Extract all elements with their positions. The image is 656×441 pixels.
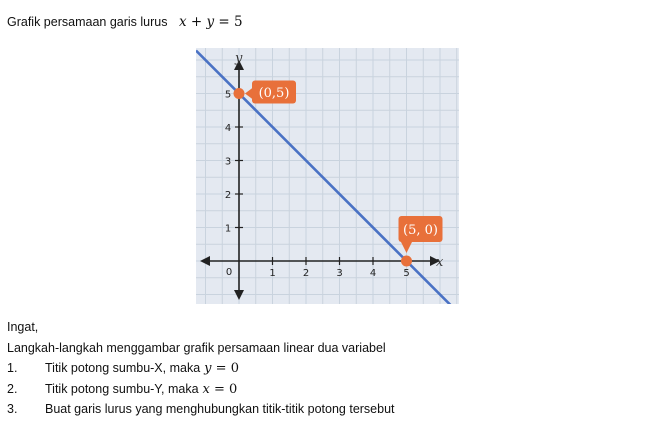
title-text: Grafik persamaan garis lurus <box>7 15 168 29</box>
step-item <box>7 358 395 379</box>
y-tick-label: 4 <box>224 123 232 134</box>
title-equation <box>179 14 243 30</box>
step-number: 1. <box>7 361 18 375</box>
y-tick-label: 5 <box>224 89 232 101</box>
data-point <box>234 88 245 99</box>
page-title <box>7 14 243 30</box>
line-graph <box>196 48 459 304</box>
notes <box>7 317 395 420</box>
step-text: Titik potong sumbu-Y, maka <box>45 381 199 396</box>
eq-x: x <box>178 14 187 30</box>
step-number: 2. <box>7 381 18 396</box>
x-tick-label: 5 <box>403 268 410 279</box>
graph-background <box>196 48 459 304</box>
step-math-var: y <box>204 361 212 376</box>
step-math-var: x <box>202 381 210 397</box>
x-tick-label: 2 <box>302 268 310 279</box>
y-axis-label: y <box>235 51 243 66</box>
x-axis-label: x <box>436 255 444 270</box>
step-math <box>204 361 239 376</box>
data-point <box>401 256 412 267</box>
y-tick-label: 3 <box>224 156 232 168</box>
step-text: Buat garis lurus yang menghubungkan titik-titik potong tersebut <box>45 402 395 416</box>
x-tick-label: 3 <box>336 268 343 279</box>
eq-equals: = <box>214 14 235 30</box>
step-math <box>203 382 238 397</box>
point-label: (5, 0) <box>403 223 438 238</box>
graph-svg <box>196 48 459 304</box>
notes-intro: Langkah-langkah menggambar grafik persamaan linear dua variabel <box>7 340 386 355</box>
x-tick-label: 1 <box>269 268 276 279</box>
step-math-rest: = 0 <box>211 361 239 376</box>
eq-y: y <box>206 14 215 30</box>
eq-value: 5 <box>234 14 243 30</box>
y-tick-label: 1 <box>224 223 232 235</box>
step-text: Titik potong sumbu-X, maka <box>45 361 201 375</box>
step-math-rest: = 0 <box>209 381 238 397</box>
point-label: (0,5) <box>258 86 290 101</box>
x-tick-label: 4 <box>369 268 377 279</box>
y-tick-label: 2 <box>224 190 232 201</box>
step-item <box>7 379 395 400</box>
origin-label: 0 <box>225 267 233 278</box>
step-number: 3. <box>7 402 18 416</box>
step-item <box>7 399 395 420</box>
notes-heading: Ingat, <box>7 320 39 334</box>
eq-plus: + <box>186 14 207 30</box>
